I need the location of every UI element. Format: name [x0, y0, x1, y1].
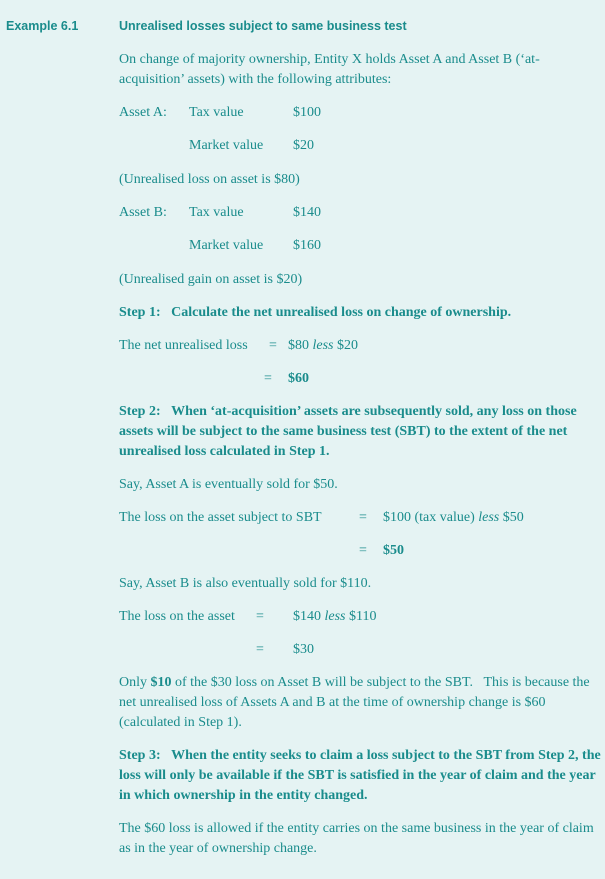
example-content	[119, 50, 601, 859]
step2-loss-b-row	[119, 607, 601, 627]
asset-b-market-label: Market value	[189, 238, 264, 253]
asset-a-market-value: $20	[293, 138, 314, 153]
asset-a-market-row	[119, 136, 601, 156]
asset-a-market-label: Market value	[189, 138, 264, 153]
example-title: Unrealised losses subject to same business test	[119, 19, 407, 33]
step1-calc-expression: $80 less $20	[288, 338, 358, 353]
step1-calc-row	[119, 336, 601, 356]
intro-paragraph: On change of majority ownership, Entity X holds Asset A and Asset B (‘at-acquisition’ assets) with the following attributes:	[119, 52, 540, 87]
step2-loss-a-label: The loss on the asset subject to SBT	[119, 510, 322, 525]
asset-b-tax-value: $140	[293, 205, 321, 220]
step2-say-b: Say, Asset B is also eventually sold for $110.	[119, 576, 372, 591]
step2-heading: Step 2: When ‘at-acquisition’ assets are subsequently sold, any loss on those assets will be subject to the same business test (SBT) to the extent of the net unrealised loss calculated in Step 1.	[119, 404, 577, 459]
step2-say-a: Say, Asset A is eventually sold for $50.	[119, 477, 338, 492]
step2-loss-b-expression: $140 less $110	[293, 609, 377, 624]
asset-a-label: Asset A:	[119, 105, 167, 120]
asset-a-note: (Unrealised loss on asset is $80)	[119, 172, 300, 187]
step3-conclusion: The $60 loss is allowed if the entity carries on the same business in the year of claim as in the year of ownership change.	[119, 821, 594, 856]
step3-heading: Step 3: When the entity seeks to claim a loss subject to the SBT from Step 2, the loss will only be available if the SBT is satisfied in the year of claim and the year in which ownership in the entity changed.	[119, 748, 601, 803]
asset-a-tax-value: $100	[293, 105, 321, 120]
step1-calc-label: The net unrealised loss	[119, 338, 248, 353]
step2-loss-b-result-equals: =	[256, 642, 264, 657]
step2-loss-b-result: $30	[293, 642, 314, 657]
step1-heading: Step 1: Calculate the net unrealised loss on change of ownership.	[119, 305, 512, 320]
step2-loss-a-result-row	[119, 541, 601, 561]
step2-loss-a-equals: =	[359, 510, 367, 525]
asset-b-note: (Unrealised gain on asset is $20)	[119, 272, 303, 287]
asset-a-tax-label: Tax value	[189, 105, 244, 120]
step2-loss-a-expression: $100 (tax value) less $50	[383, 510, 524, 525]
step2-loss-a-row	[119, 508, 601, 528]
asset-b-market-value: $160	[293, 238, 321, 253]
step1-result-row	[119, 369, 601, 389]
step2-loss-a-result-equals: =	[359, 543, 367, 558]
asset-b-tax-label: Tax value	[189, 205, 244, 220]
step1-equals: =	[269, 338, 277, 353]
example-label: Example 6.1	[6, 19, 79, 33]
asset-a-tax-row	[119, 103, 601, 123]
step2-loss-b-equals: =	[256, 609, 264, 624]
step2-loss-b-result-row	[119, 640, 601, 660]
step2-loss-a-result: $50	[383, 543, 404, 558]
step1-result: $60	[288, 371, 309, 386]
step1-result-equals: =	[264, 371, 272, 386]
step2-only-paragraph: Only $10 of the $30 loss on Asset B will be subject to the SBT. This is because the net unrealised loss of Assets A and B at the time of ownership change is $60 (calculated in Step 1).	[119, 675, 590, 730]
step2-loss-b-label: The loss on the asset	[119, 609, 235, 624]
asset-b-tax-row	[119, 203, 601, 223]
asset-b-label: Asset B:	[119, 205, 167, 220]
asset-b-market-row	[119, 236, 601, 256]
